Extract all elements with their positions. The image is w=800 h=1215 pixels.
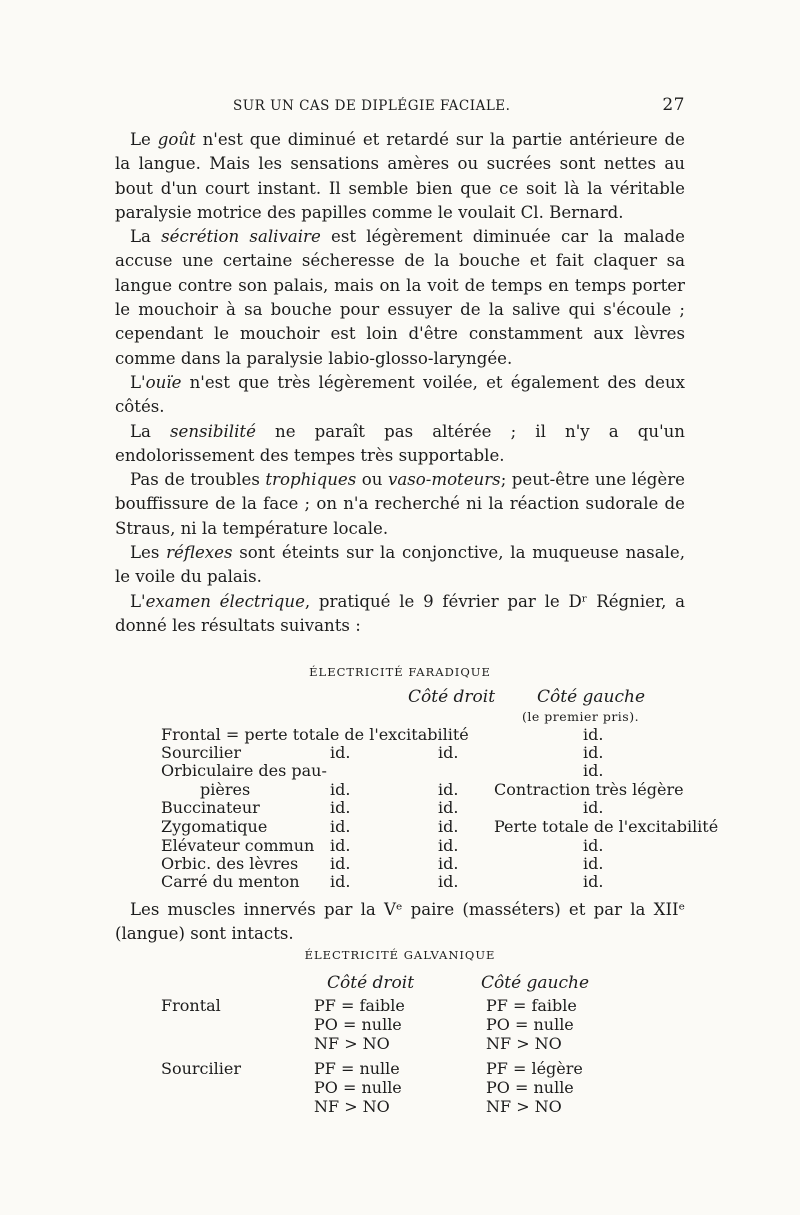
faradic-cell-a: id. xyxy=(330,854,351,873)
running-title: SUR UN CAS DE DIPLÉGIE FACIALE. xyxy=(233,98,511,114)
galvanic-left-value: NF > NO xyxy=(486,1097,562,1116)
faradic-cell-b: id. xyxy=(438,836,459,855)
faradic-cell-c: id. xyxy=(583,836,604,855)
paragraph-troubles: Pas de troubles trophiques ou vaso-moteurs; peut-être une légère bouffissure de la face ; on n'a recherché ni la réaction sudorale de Straus, ni la température locale. xyxy=(115,470,685,538)
faradic-title: ÉLECTRICITÉ FARADIQUE xyxy=(309,665,491,679)
galvanic-right-value: NF > NO xyxy=(314,1097,390,1116)
paragraph-examen: L'examen électrique, pratiqué le 9 février par le Dʳ Régnier, a donné les résultats suivants : xyxy=(115,591,685,635)
paragraph-ouie: L'ouïe n'est que très légèrement voilée, et également des deux côtés. xyxy=(115,372,685,417)
faradic-frontal-line: Frontal = perte totale de l'excitabilité xyxy=(161,725,469,744)
galvanic-right-value: PO = nulle xyxy=(314,1015,402,1034)
paragraph-secretion: La sécrétion salivaire est légèrement diminuée car la malade accuse une certaine sécheresse de la bouche et fait claquer sa langue contre son palais, mais on la voit de temps en temps porter le mouchoir à sa bouche pour essuyer de la salive qui s'écoule ; cependant le mouchoir est loin d'être constamment aux lèvres comme dans la paralysie labio-glosso-laryngée. xyxy=(115,227,685,368)
galvanic-muscle: Sourcilier xyxy=(161,1059,241,1078)
faradic-cell-muscle: Zygomatique xyxy=(161,817,268,836)
faradic-cell-c: id. xyxy=(583,854,604,873)
faradic-cell-b: id. xyxy=(438,817,459,836)
paragraph-reflexes: Les réflexes sont éteints sur la conjonctive, la muqueuse nasale, le voile du palais. xyxy=(115,543,685,587)
faradic-cell-a: id. xyxy=(330,872,351,891)
galvanic-left-value: PF = légère xyxy=(486,1059,583,1078)
paragraph-gout: Le goût n'est que diminué et retardé sur la partie antérieure de la langue. Mais les sensations amères ou sucrées sont nettes au bout d'un court instant. Il semble bien que ce soit là la véritable paralysie motrice des papilles comme le voulait Cl. Bernard. xyxy=(115,130,685,222)
faradic-cell-c: Contraction très légère xyxy=(494,780,684,799)
faradic-cell-muscle: Orbiculaire des pau- xyxy=(161,761,327,780)
faradic-cell-c: id. xyxy=(583,798,604,817)
galvanic-left-value: PO = nulle xyxy=(486,1015,574,1034)
faradic-cell-muscle: pières xyxy=(200,780,251,799)
faradic-cell-a: id. xyxy=(330,743,351,762)
faradic-frontal-left: id. xyxy=(583,725,604,744)
faradic-cell-muscle: Elévateur commun xyxy=(161,836,315,855)
faradic-cell-b: id. xyxy=(438,872,459,891)
galvanic-col-right: Côté droit xyxy=(327,973,415,993)
galvanic-title: ÉLECTRICITÉ GALVANIQUE xyxy=(304,948,496,962)
faradic-cell-c: id. xyxy=(583,761,604,780)
faradic-col-left: Côté gauche xyxy=(537,687,646,707)
paragraph-muscles-intacts: Les muscles innervés par la Vᵉ paire (masséters) et par la XIIᵉ (langue) sont intacts. xyxy=(115,900,685,944)
faradic-cell-a: id. xyxy=(330,836,351,855)
faradic-cell-b: id. xyxy=(438,780,459,799)
paragraph-sensibilite: La sensibilité ne paraît pas altérée ; il n'y a qu'un endolorissement des tempes très supportable. xyxy=(115,421,685,465)
galvanic-col-left: Côté gauche xyxy=(481,973,590,993)
galvanic-right-value: PF = faible xyxy=(314,996,405,1015)
faradic-col-right: Côté droit xyxy=(408,687,496,707)
faradic-cell-b: id. xyxy=(438,743,459,762)
galvanic-right-value: PO = nulle xyxy=(314,1078,402,1097)
faradic-cell-b: id. xyxy=(438,798,459,817)
galvanic-right-value: NF > NO xyxy=(314,1034,390,1053)
faradic-cell-muscle: Carré du menton xyxy=(161,872,300,891)
faradic-cell-a: id. xyxy=(330,817,351,836)
galvanic-right-value: PF = nulle xyxy=(314,1059,400,1078)
body-text xyxy=(115,128,685,638)
page-number: 27 xyxy=(662,95,685,115)
faradic-cell-b: id. xyxy=(438,854,459,873)
faradic-cell-c: Perte totale de l'excitabilité xyxy=(494,817,719,836)
faradic-cell-c: id. xyxy=(583,743,604,762)
faradic-cell-muscle: Buccinateur xyxy=(161,798,260,817)
galvanic-left-value: PO = nulle xyxy=(486,1078,574,1097)
faradic-cell-c: id. xyxy=(583,872,604,891)
faradic-col-left-note: (le premier pris). xyxy=(522,709,640,724)
faradic-cell-a: id. xyxy=(330,780,351,799)
faradic-cell-a: id. xyxy=(330,798,351,817)
galvanic-left-value: NF > NO xyxy=(486,1034,562,1053)
faradic-cell-muscle: Sourcilier xyxy=(161,743,241,762)
faradic-cell-muscle: Orbic. des lèvres xyxy=(161,854,299,873)
galvanic-muscle: Frontal xyxy=(161,996,221,1015)
galvanic-left-value: PF = faible xyxy=(486,996,577,1015)
